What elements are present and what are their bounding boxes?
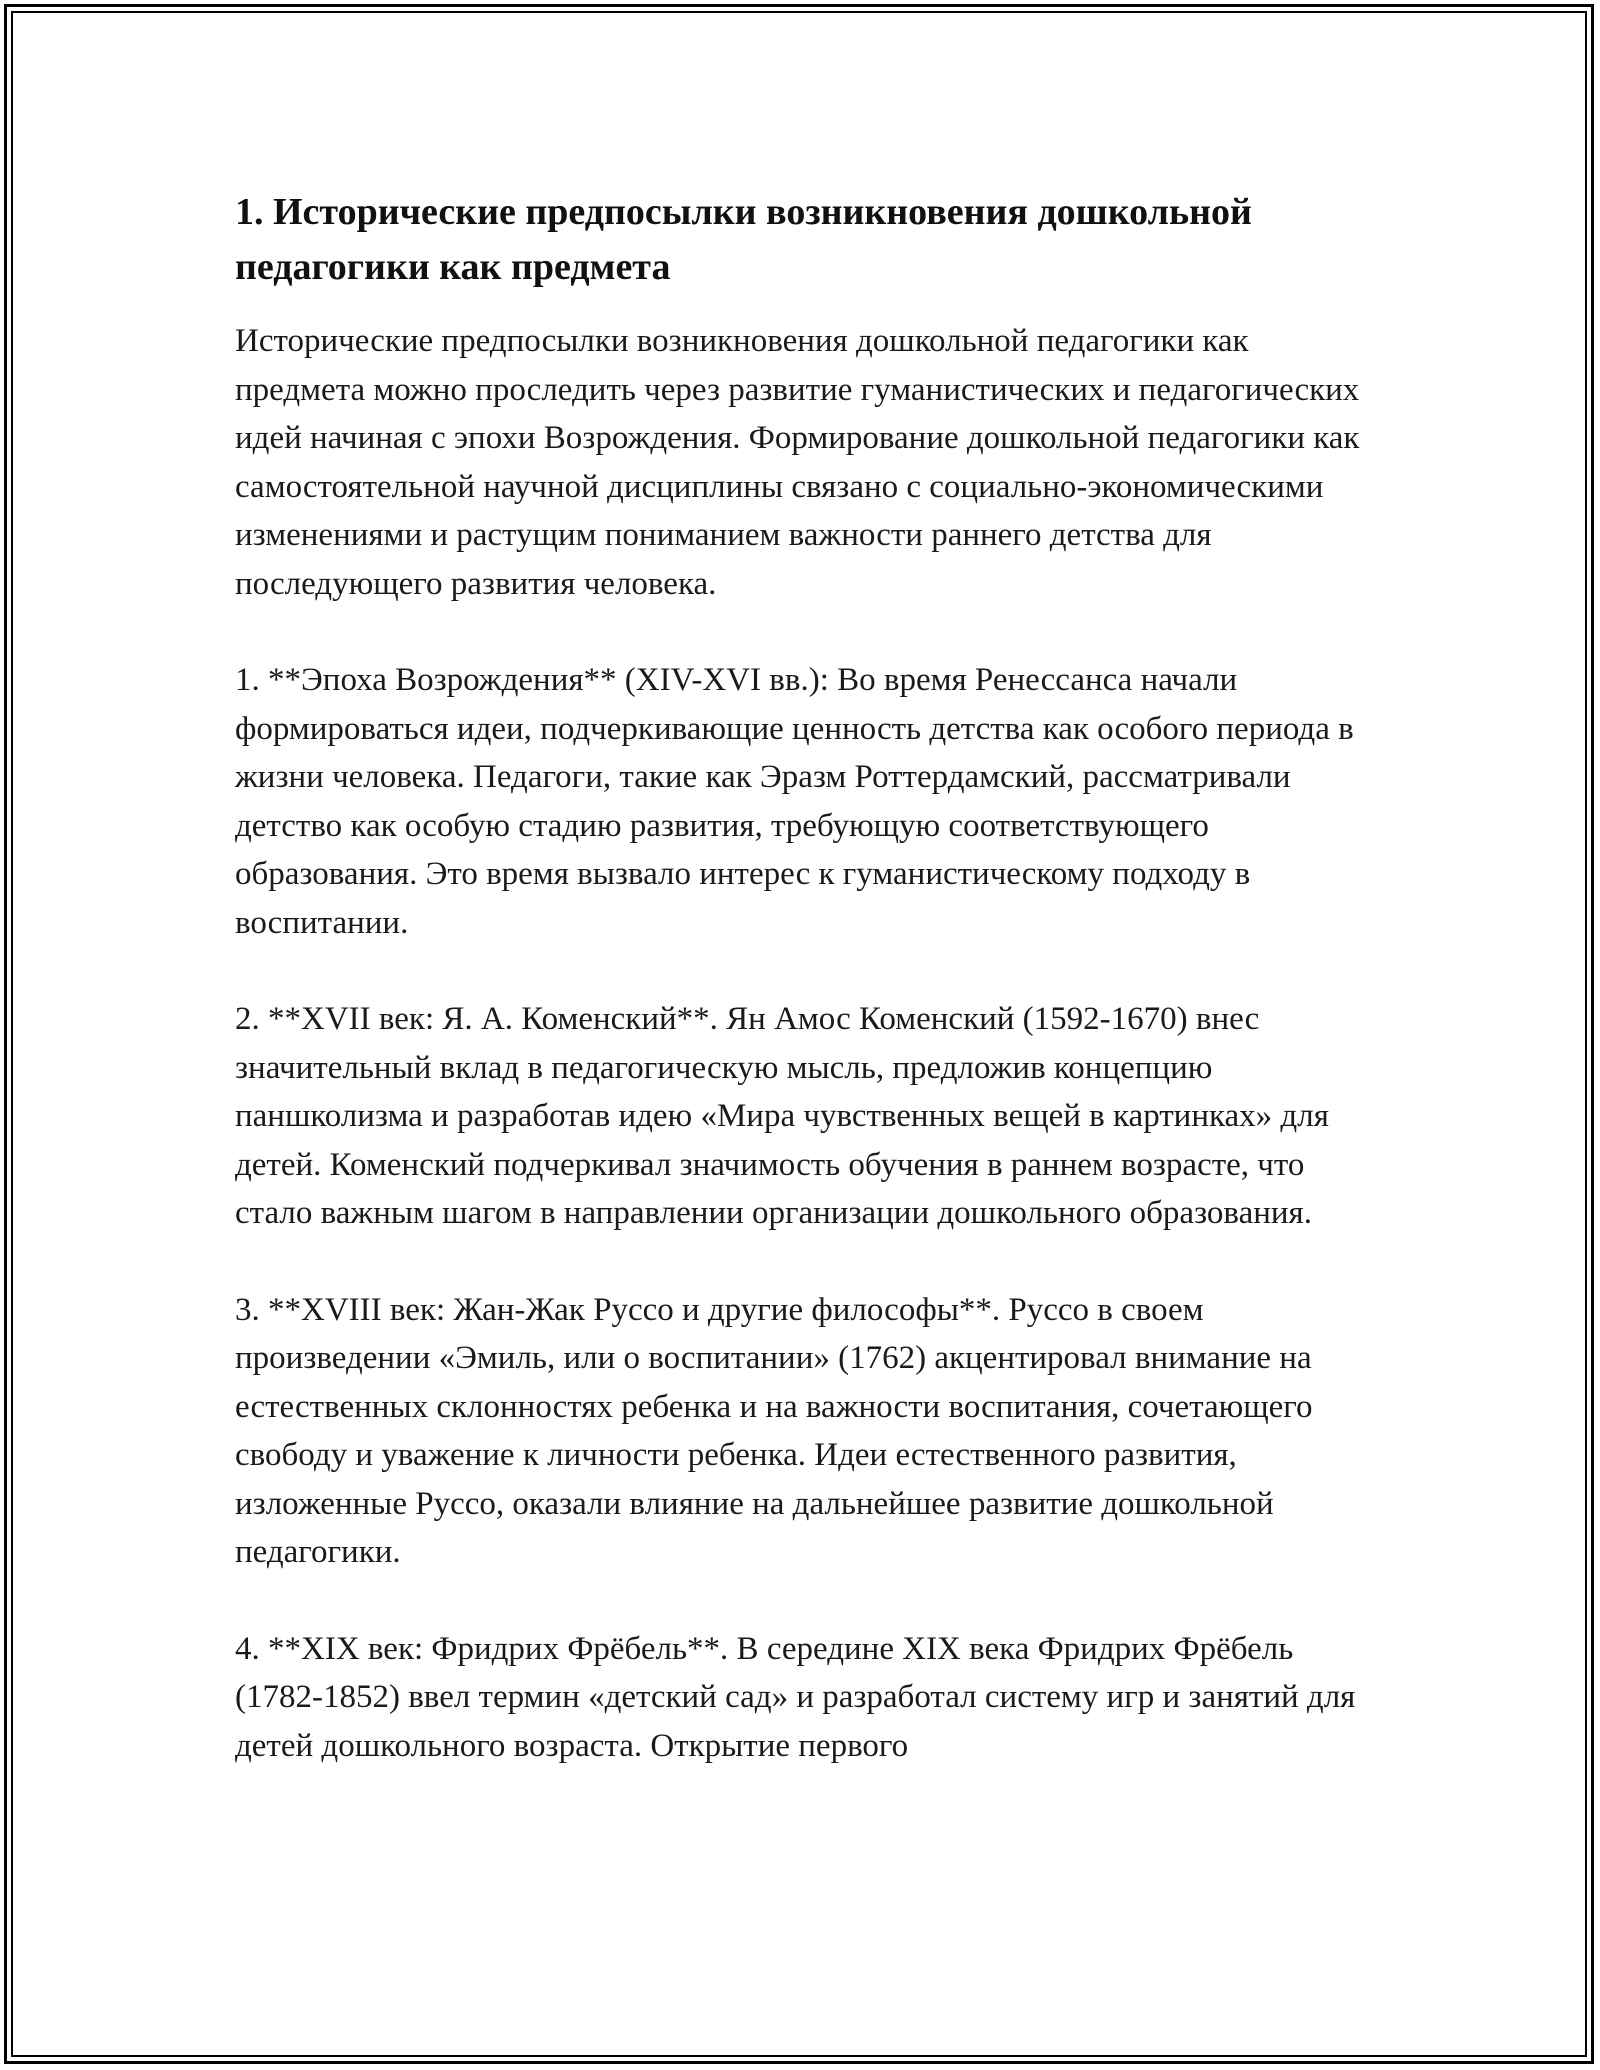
paragraph-rousseau: 3. **XVIII век: Жан-Жак Руссо и другие философы**. Руссо в своем произведении «Эмиль, или о воспитании» (1762) акцентировал внимание на естественных склонностях ребенка и на важности воспитания, сочетающего свободу и уважение к личности ребенка. Идеи естественного развития, изложенные Руссо, оказали влияние на дальнейшее развитие дошкольной педагогики. [235,1291,1321,1570]
paragraph-froebel: 4. **XIX век: Фридрих Фрёбель**. В середине XIX века Фридрих Фрёбель (1782-1852) ввел термин «детский сад» и разработал систему игр и занятий для детей дошкольного возраста. Открытие первого [235,1630,1364,1764]
document-title: 1. Исторические предпосылки возникновения дошкольной педагогики как предмета [235,191,1252,288]
intro-paragraph: Исторические предпосылки возникновения дошкольной педагогики как предмета можно проследить через развитие гуманистических и педагогических идей начиная с эпохи Возрождения. Формирование дошкольной педагогики как самостоятельной научной дисциплины связано с социально-экономическими изменениями и растущим пониманием важности раннего детства для последующего развития человека. [235,323,1368,602]
document-body [235,185,1380,1818]
paragraph-comenius: 2. **XVII век: Я. А. Коменский**. Ян Амос Коменский (1592-1670) внес значительный вклад в педагогическую мысль, предложив концепцию паншколизма и разработав идею «Мира чувственных вещей в картинках» для детей. Коменский подчеркивал значимость обучения в раннем возрасте, что стало важным шагом в направлении организации дошкольного образования. [235,1001,1338,1231]
paragraph-renaissance: 1. **Эпоха Возрождения** (XIV-XVI вв.): Во время Ренессанса начали формироваться идеи, подчеркивающие ценность детства как особого периода в жизни человека. Педагоги, такие как Эразм Роттердамский, рассматривали детство как особую стадию развития, требующую соответствующего образования. Это время вызвало интерес к гуманистическому подходу в воспитании. [235,662,1362,941]
